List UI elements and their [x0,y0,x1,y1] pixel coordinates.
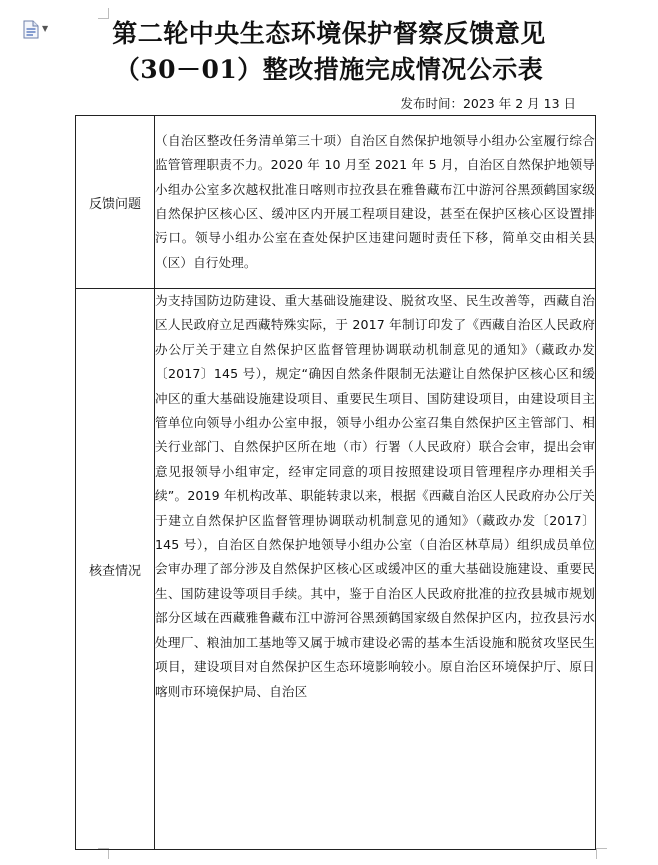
page-corner-mark [596,848,607,859]
row-label-verification: 核查情况 [76,289,155,850]
caret-down-icon[interactable]: ▼ [42,24,49,33]
page-subtitle: （30－01）整改措施完成情况公示表 [114,55,544,84]
table-row [76,116,596,289]
row-content-verification: 为支持国防边防建设、重大基础设施建设、脱贫攻坚、民生改善等，西藏自治区人民政府立足西藏特殊实际，于 2017 年制订印发了《西藏自治区人民政府办公厅关于建立自然保护区监督管理协调联动机制意见的通知》（藏政办发〔2017〕145 号），规定“确因自然条件限制无法避让自然保护区核心区和缓冲区的重大基础设施建设项目、重要民生项目、国防建设项目，由建设项目主管单位向领导小组办公室申报，领导小组办公室召集自然保护区主管部门、相关行业部门、自然保护区所在地（市）行署（人民政府）联合会审，提出会审意见报领导小组审定，经审定同意的项目按照建设项目管理程序办理相关手续”。2019 年机构改革、职能转隶以来，根据《西藏自治区人民政府办公厅关于建立自然保护区监督管理协调联动机制意见的通知》（藏政办发〔2017〕145 号），自治区自然保护地领导小组办公室（自治区林草局）组织成员单位会审办理了部分涉及自然保护区核心区或缓冲区的重大基础设施建设、重要民生、国防建设等项目手续。其中，鉴于自治区人民政府批准的拉孜县城市规划部分区域在西藏雅鲁藏布江中游河谷黑颈鹤国家级自然保护区内，拉孜县污水处理厂、粮油加工基地等又属于城市建设必需的基本生活设施和脱贫攻坚民生项目，建设项目对自然保护区生态环境影响较小。原自治区环境保护厅、原日喀则市环境保护局、自治区 [155,289,596,850]
row-content-feedback: （自治区整改任务清单第三十项）自治区自然保护地领导小组办公室履行综合监管管理职责不力。2020 年 10 月至 2021 年 5 月，自治区自然保护地领导小组办公室多次越权批准日喀则市拉孜县在雅鲁藏布江中游河谷黑颈鹤国家级自然保护区核心区、缓冲区内开展工程项目建设，甚至在保护区核心区设置排污口。领导小组办公室在查处保护区违建问题时责任下移，简单交由相关县（区）自行处理。 [155,116,596,289]
page-title: 第二轮中央生态环境保护督察反馈意见 [112,19,546,48]
publish-date: 发布时间：2023 年 2 月 13 日 [400,96,576,111]
table-row [76,289,596,850]
info-table [75,115,596,850]
row-label-feedback: 反馈问题 [76,116,155,289]
